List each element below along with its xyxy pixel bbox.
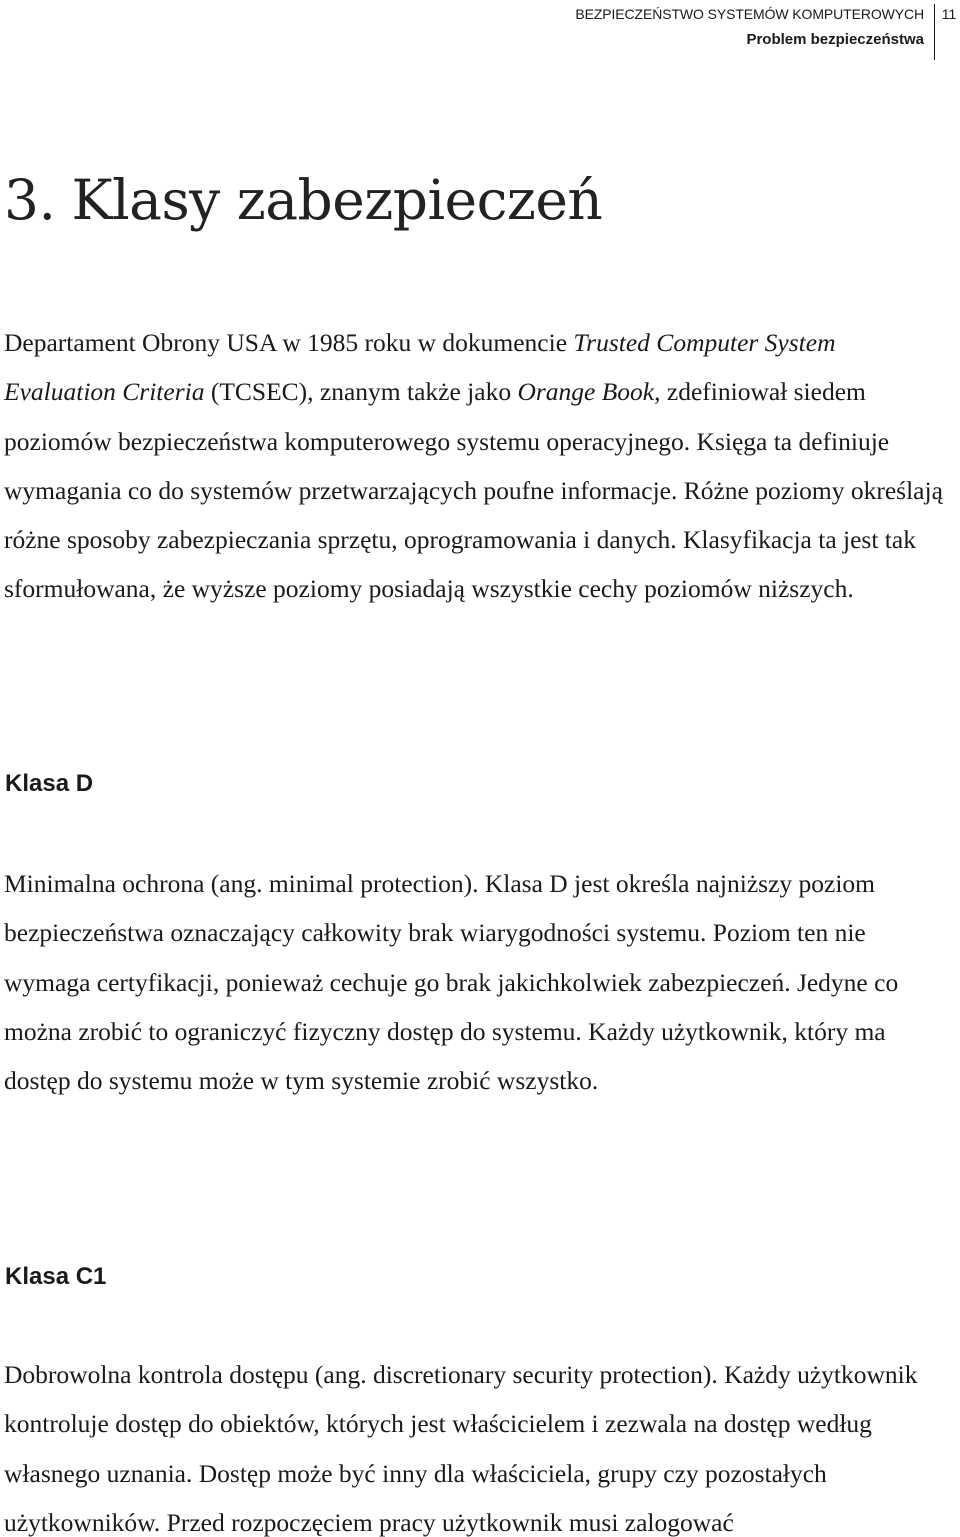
page-number: 11 (941, 6, 957, 22)
header-divider (934, 4, 936, 60)
intro-text-part2: (TCSEC), znanym także jako (204, 377, 518, 407)
tcsec-title: Trusted Computer System Evaluation Criteria (4, 328, 836, 407)
chapter-title: Problem bezpieczeństwa (746, 31, 924, 48)
section-text-class-c1: Dobrowolna kontrola dostępu (ang. discretionary security protection). Każdy użytkownik kontroluje dostęp do obiektów, których jest właścicielem i zezwala na dostęp według własnego uznania. Dostęp może być inny dla właściciela, grupy czy pozostałych użytkowników. Przed rozpoczęciem pracy użytkownik musi zalogować (4, 1360, 918, 1537)
section-heading-class-c1: Klasa C1 (5, 1263, 107, 1290)
chapter-heading (4, 164, 602, 236)
section-heading-class-d: Klasa D (5, 770, 94, 797)
section-text-class-d: Minimalna ochrona (ang. minimal protection). Klasa D jest określa najniższy poziom bezpieczeństwa oznaczający całkowity brak wiarygodności systemu. Poziom ten nie wymaga certyfikacji, ponieważ cechuje go brak jakichkolwiek zabezpieczeń. Jedyne co można zrobić to ograniczyć fizyczny dostęp do systemu. Każdy użytkownik, który ma dostęp do systemu może w tym systemie zrobić wszystko. (4, 869, 899, 1096)
intro-text-part3: , zdefiniował siedem poziomów bezpieczeństwa komputerowego systemu operacyjnego. Księga ta definiuje wymagania co do systemów przetwarzających poufne informacje. Różne poziomy określają różne sposoby zabezpieczania sprzętu, oprogramowania i danych. Klasyfikacja ta jest tak sformułowana, że wyższe poziomy posiadają wszystkie cechy poziomów niższych. (4, 377, 943, 604)
orange-book-title: Orange Book (517, 377, 655, 407)
running-header-text (575, 4, 924, 50)
chapter-heading-title: Klasy zabezpieczeń (71, 168, 603, 232)
intro-text-part1: Departament Obrony USA w 1985 roku w dokumencie (4, 328, 574, 357)
chapter-number: 3. (4, 168, 56, 232)
book-title: BEZPIECZEŃSTWO SYSTEMÓW KOMPUTEROWYCH (575, 6, 924, 22)
running-header (0, 4, 960, 62)
intro-paragraph (4, 318, 950, 614)
